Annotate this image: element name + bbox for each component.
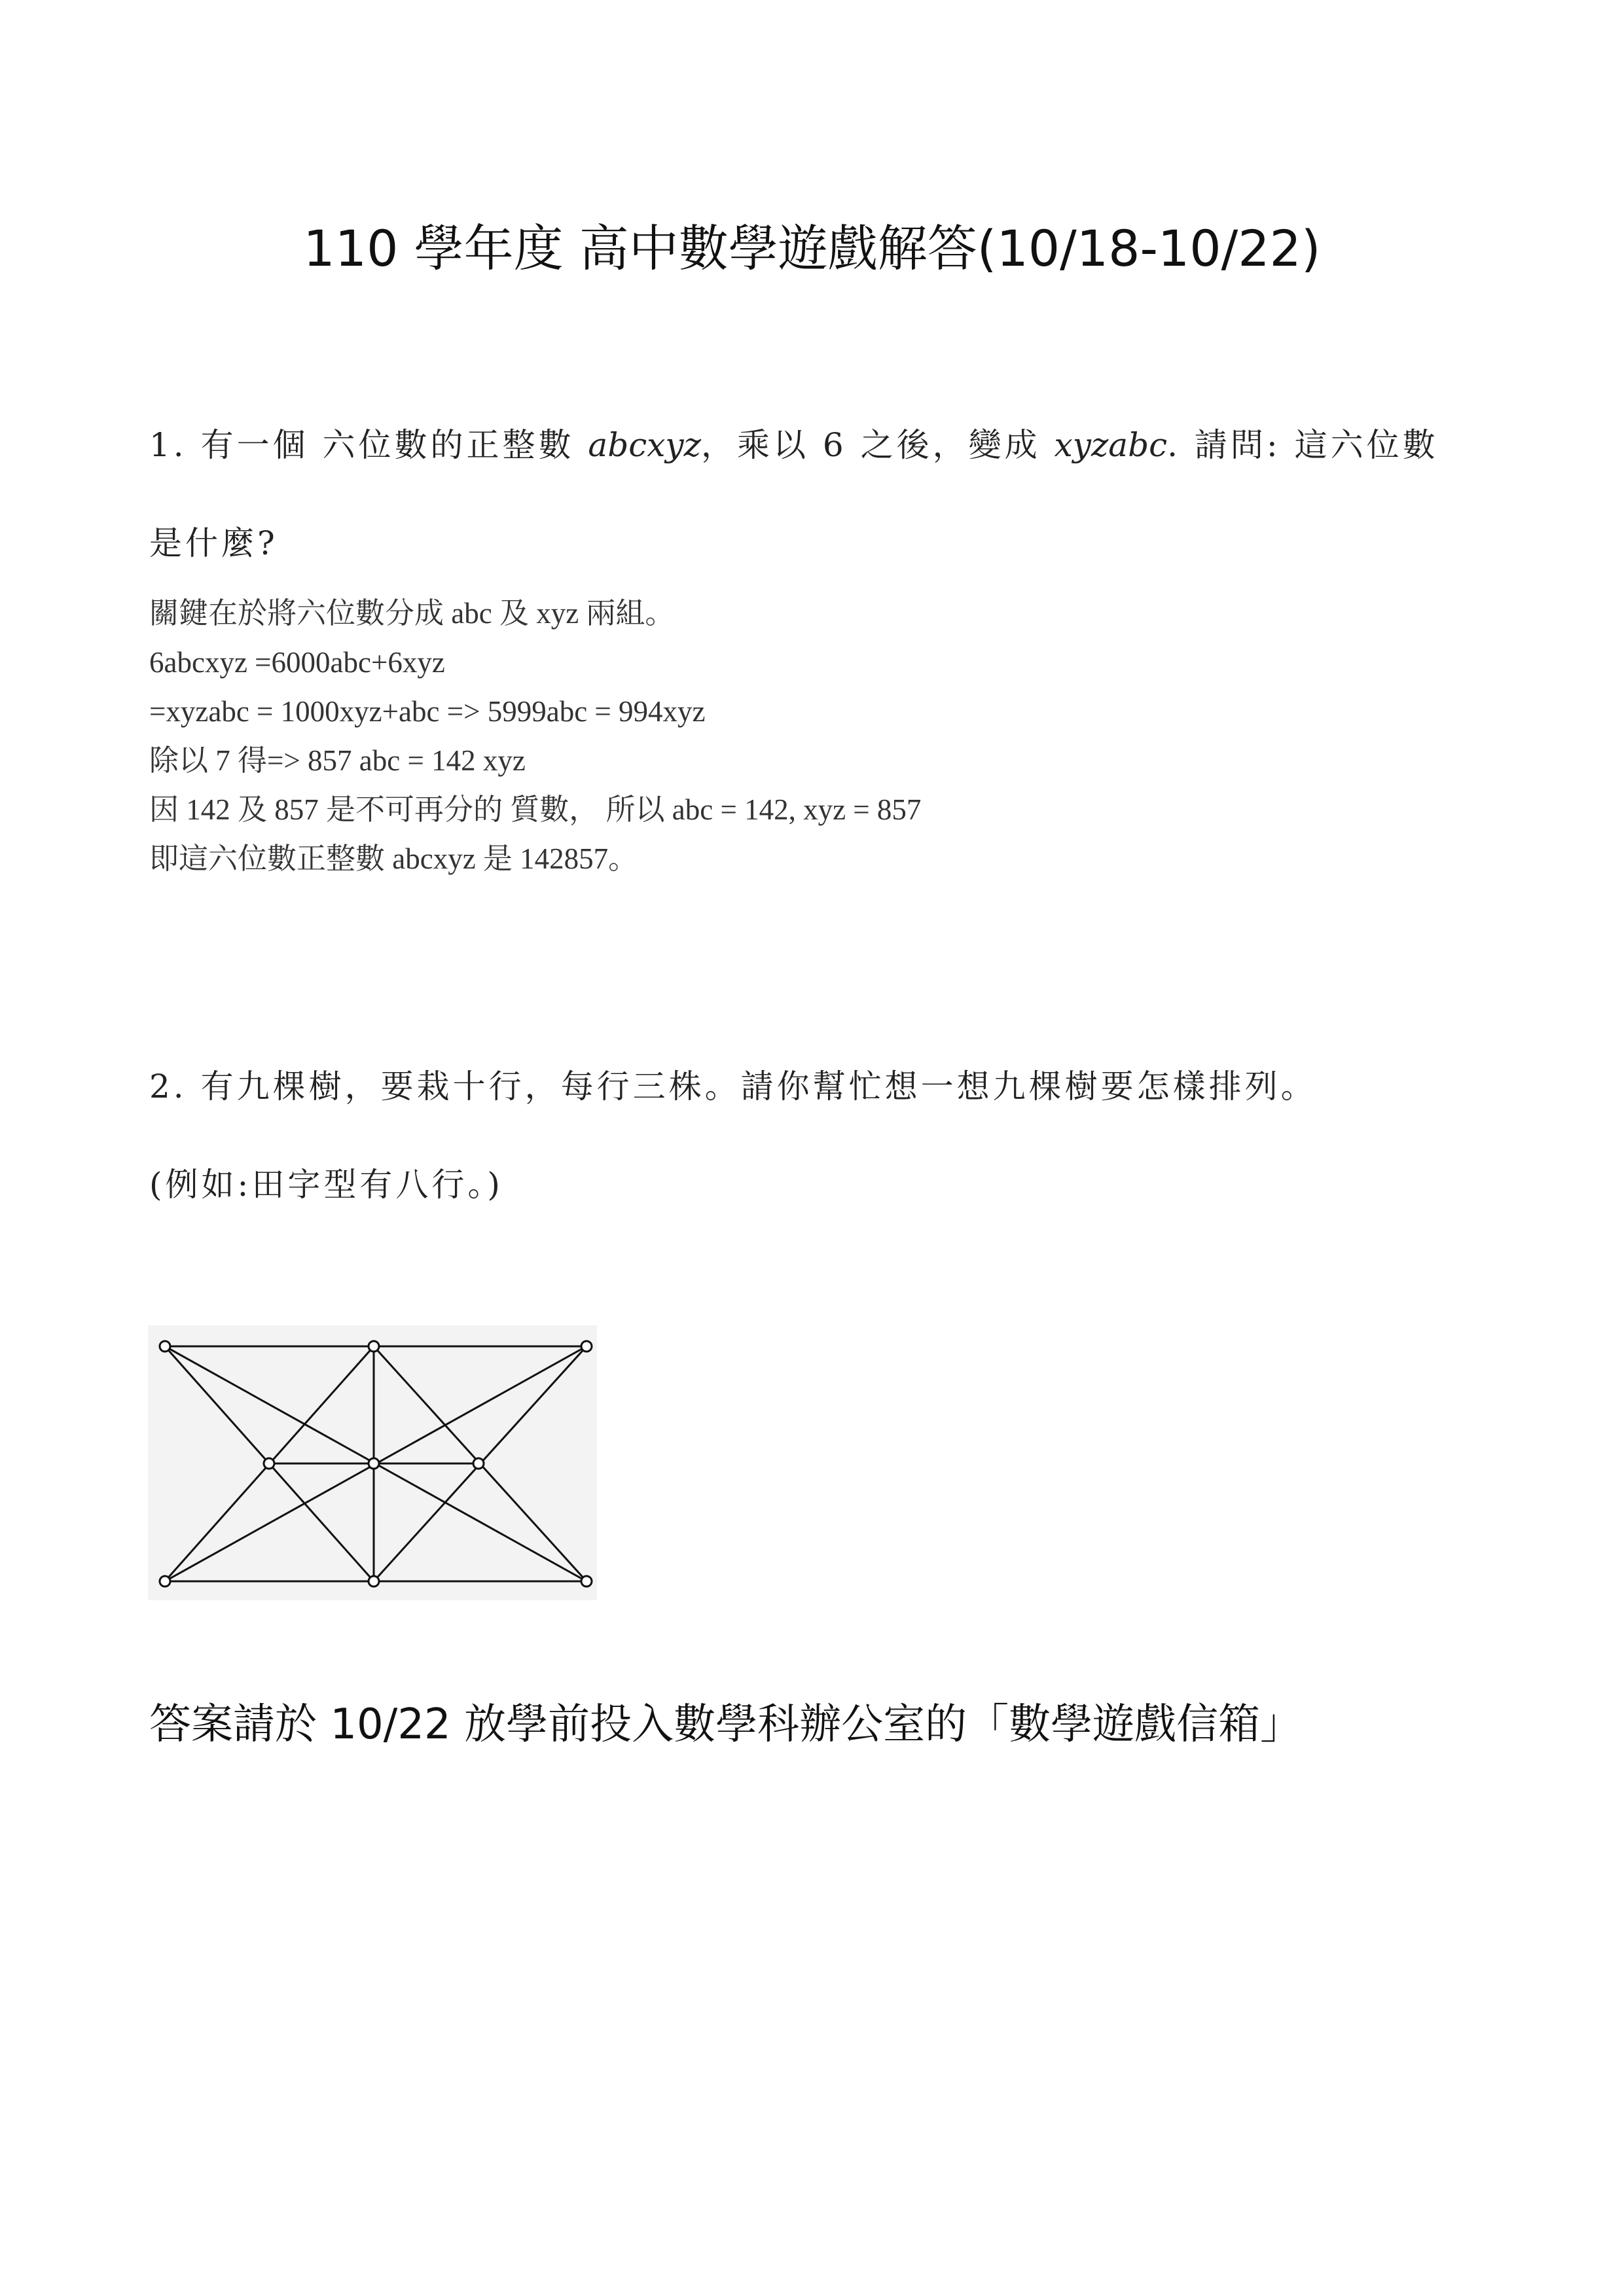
tree-point (160, 1576, 170, 1587)
solution-line: 除以 7 得=> 857 abc = 142 xyz (149, 744, 526, 777)
question-2-line-2: (例如:田字型有八行。) (149, 1166, 503, 1204)
question-1-text-b: ，乘以 6 之後，變成 (701, 426, 1055, 464)
tree-point (160, 1341, 170, 1352)
submission-instructions: 答案請於 10/22 放學前投入數學科辦公室的「數學遊戲信箱」 (149, 1700, 1303, 1749)
solution-line: =xyzabc = 1000xyz+abc => 5999abc = 994xyz (149, 695, 706, 728)
solution-line: 即這六位數正整數 abcxyz 是 142857。 (149, 842, 638, 875)
question-1-line-2: 是什麼? (149, 524, 278, 562)
tree-point (369, 1458, 379, 1469)
question-1-text-c: . 請問: 這六位數 (1167, 426, 1439, 464)
question-2-line-1: 2. 有九棵樹，要栽十行，每行三株。請你幫忙想一想九棵樹要怎樣排列。 (149, 1067, 1317, 1105)
page-title: 110 學年度 高中數學遊戲解答(10/18-10/22) (303, 219, 1321, 278)
tree-point (369, 1576, 379, 1587)
tree-point (581, 1576, 592, 1587)
question-1-text-a: 1. 有一個 六位數的正整數 (149, 426, 588, 464)
tree-point (581, 1341, 592, 1352)
solution-line: 因 142 及 857 是不可再分的 質數， 所以 abc = 142, xyz = 857 (149, 793, 922, 826)
solution-block (149, 589, 921, 884)
question-1-var-abcxyz: abcxyz (588, 426, 701, 464)
solution-line: 關鍵在於將六位數分成 abc 及 xyz 兩組。 (149, 597, 675, 630)
question-1-var-xyzabc: xyzabc (1054, 426, 1168, 464)
tree-point (473, 1458, 484, 1469)
solution-line: 6abcxyz =6000abc+6xyz (149, 646, 445, 679)
nine-trees-diagram (148, 1325, 597, 1600)
question-1-line-1 (149, 419, 1439, 471)
tree-point (369, 1341, 379, 1352)
tree-point (264, 1458, 274, 1469)
